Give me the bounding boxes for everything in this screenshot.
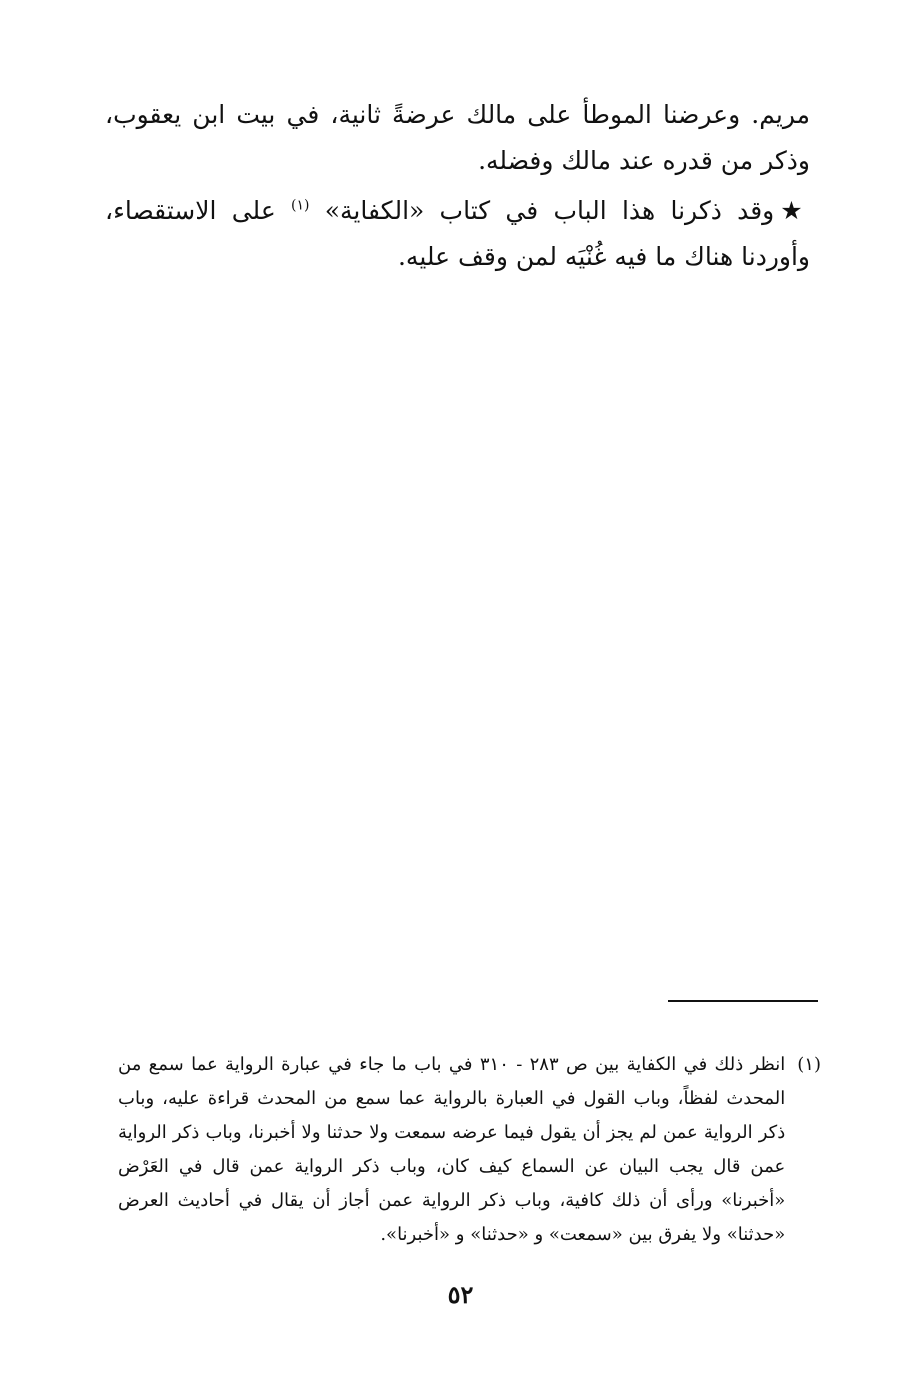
footnote-separator <box>668 1000 818 1002</box>
paragraph-2 <box>105 188 810 280</box>
star-icon: ★ <box>780 196 810 225</box>
footnote-text: انظر ذلك في الكفاية بين ص ٢٨٣ - ٣١٠ في باب ما جاء في عبارة الرواية عما سمع من المحدث لفظاً، وباب القول في العبارة بالرواية عما سمع من المحدث قراءة عليه، وباب ذكر الرواية عمن لم يجز أن يقول فيما عرضه سمعت ولا حدثنا ولا أخبرنا، وباب ذكر الرواية عمن قال يجب البيان عن السماع كيف كان، وباب ذكر الرواية عمن قال في العَرْض «أخبرنا» ورأى أن ذلك كافية، وباب ذكر الرواية عمن أجاز أن يقال في أحاديث العرض «حدثنا» ولا يفرق بين «سمعت» و «حدثنا» و «أخبرنا». <box>118 1054 786 1245</box>
footnote-reference[interactable]: (١) <box>291 197 310 214</box>
paragraph-2-part-2: على الاستقصاء، وأوردنا هناك ما فيه غُنْيَه لمن وقف عليه. <box>105 196 810 271</box>
footnote-1 <box>118 1048 821 1252</box>
paragraph-1: مريم. وعرضنا الموطأ على مالك عرضةً ثانية، في بيت ابن يعقوب، وذكر من قدره عند مالك وفضله. <box>105 100 810 175</box>
footnote-number: (١) <box>797 1054 821 1075</box>
footnotes-section <box>118 1048 821 1252</box>
paragraph-2-part-1: وقد ذكرنا هذا الباب في كتاب «الكفاية» <box>324 196 775 225</box>
main-text <box>105 92 810 284</box>
page-number: ٥٢ <box>447 1280 474 1309</box>
